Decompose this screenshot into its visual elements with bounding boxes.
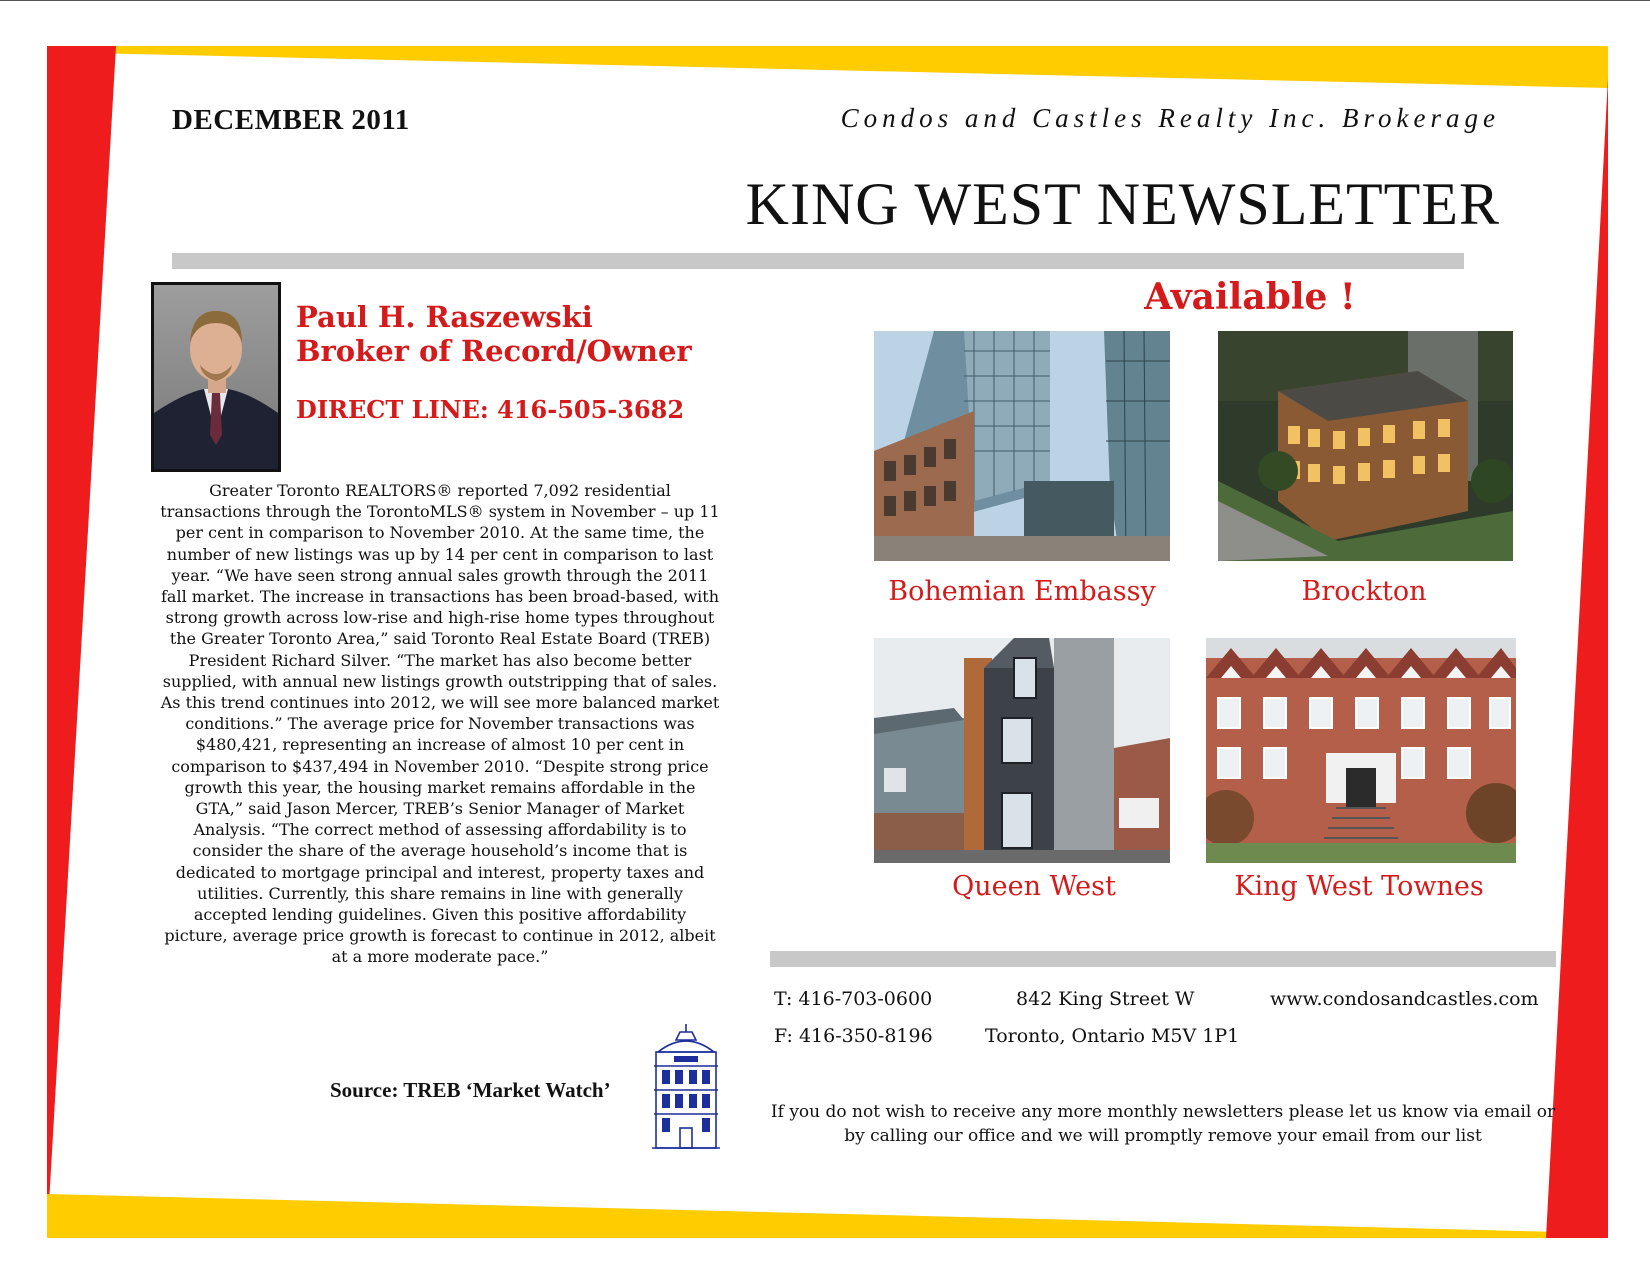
unsubscribe-notice [770,1100,1556,1148]
listing-photo-queen-west[interactable] [874,638,1170,863]
frame-left-red [47,46,116,1238]
agent-photo [151,282,281,472]
frame-top-yellow [47,46,1608,88]
listing-caption-queen-west[interactable]: Queen West [952,871,1116,902]
brokerage-name: Condos and Castles Realty Inc. Brokerage [840,103,1500,133]
contact-phone: T: 416-703-0600 [774,988,933,1010]
agent-role: Broker of Record/Owner [296,334,692,368]
article-source: Source: TREB ‘Market Watch’ [330,1078,611,1102]
listing-caption-bohemian-embassy[interactable]: Bohemian Embassy [888,576,1156,607]
frame-bottom-yellow [47,1194,1608,1238]
agent-direct-line: DIRECT LINE: 416-505-3682 [296,395,685,424]
unsubscribe-line-2: by calling our office and we will promptly remove your email from our list [844,1126,1482,1146]
header-divider [172,253,1464,269]
issue-date: DECEMBER 2011 [172,104,410,136]
listing-photo-bohemian-embassy[interactable] [874,331,1170,561]
contact-street: 842 King Street W [1016,988,1195,1010]
contact-website[interactable]: www.condosandcastles.com [1270,988,1539,1010]
listing-photo-brockton[interactable] [1218,331,1513,561]
contact-fax: F: 416-350-8196 [774,1025,933,1047]
agent-name: Paul H. Raszewski [296,300,593,334]
building-logo-icon [650,1022,722,1152]
listing-caption-brockton[interactable]: Brockton [1301,576,1427,607]
listing-caption-king-west-townes[interactable]: King West Townes [1234,871,1484,902]
contact-divider [770,951,1556,967]
listing-photo-king-west-townes[interactable] [1206,638,1516,863]
newsletter-title: KING WEST NEWSLETTER [745,171,1500,237]
available-heading: Available ! [1144,276,1356,318]
unsubscribe-line-1: If you do not wish to receive any more monthly newsletters please let us know via email or [770,1102,1556,1122]
frame-right-red [1546,78,1608,1238]
market-article: Greater Toronto REALTORS® reported 7,092 residential transactions through the TorontoMLS® system in November – up 11 per cent in comparison to November 2010. At the same time, the number of new listings was up by 14 per cent in comparison to last year. “We have seen strong annual sales growth through the 2011 fall market. The increase in transactions has been broad-based, with strong growth across low-rise and high-rise home types throughout the Greater Toronto Area,” said Toronto Real Estate Board (TREB) President Richard Silver. “The market has also become better supplied, with annual new listings growth outstripping that of sales. As this trend continues into 2012, we will see more balanced market conditions.” The average price for November transactions was $480,421, representing an increase of almost 10 per cent in comparison to $437,494 in November 2010. “Despite strong price growth this year, the housing market remains affordable in the GTA,” said Jason Mercer, TREB’s Senior Manager of Market Analysis. “The correct method of assessing affordability is to consider the share of the average household’s income that is dedicated to mortgage principal and interest, property taxes and utilities. Currently, this share remains in line with generally accepted lending guidelines. Given this positive affordability picture, average price growth is forecast to continue in 2012, albeit at a more moderate pace.” [160,481,720,967]
contact-city: Toronto, Ontario M5V 1P1 [985,1025,1240,1047]
